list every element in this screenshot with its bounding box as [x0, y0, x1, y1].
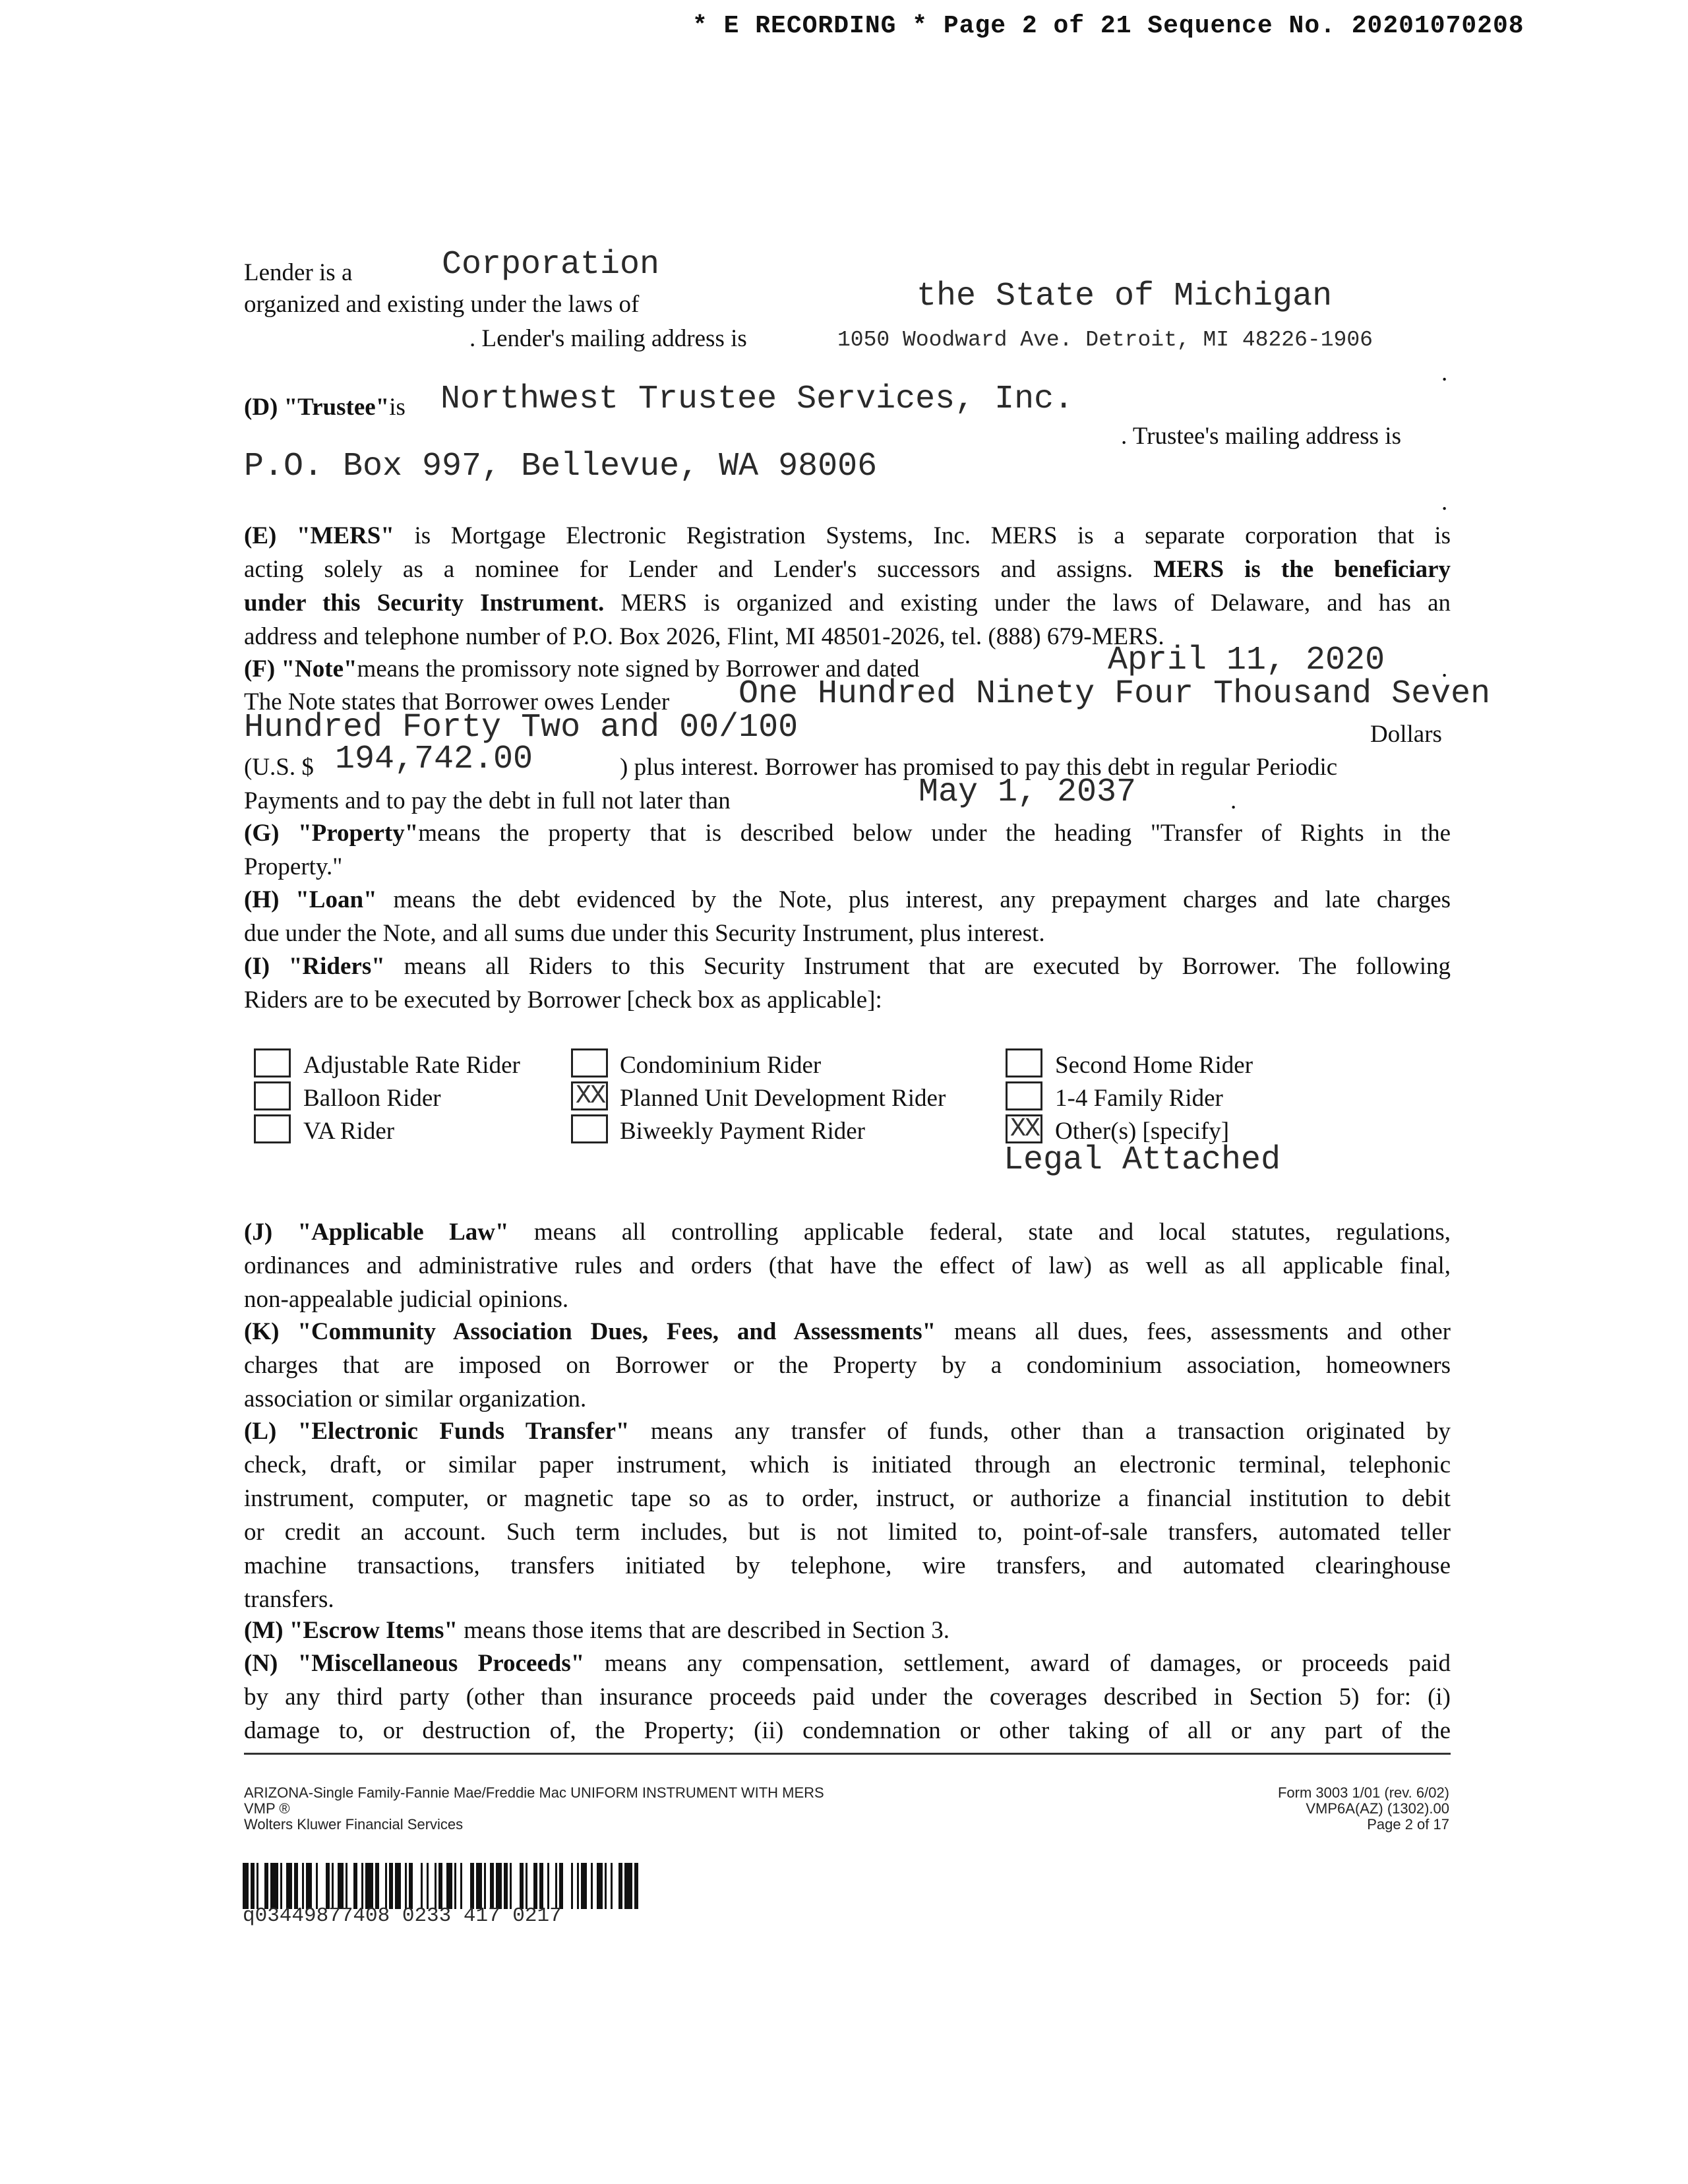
eft-line-6: transfers. [244, 1586, 334, 1613]
barcode-bar [496, 1863, 502, 1909]
mers-line-2a: acting solely as a nominee for Lender and Lender's successors and assigns. [244, 556, 1133, 583]
community-code: (K) [244, 1318, 280, 1345]
checkbox-second-home-rider[interactable] [1006, 1048, 1042, 1077]
barcode-bar [476, 1863, 482, 1909]
barcode-bar [563, 1863, 571, 1909]
barcode-text: q03449877408 0233 417 0217 [243, 1904, 562, 1927]
note-end-period: . [1441, 655, 1448, 682]
mers-line-1: is Mortgage Electronic Registration Systems, Inc. MERS is a separate corporation that is [414, 522, 1451, 549]
barcode-bar [581, 1863, 587, 1909]
barcode-bar [270, 1863, 278, 1909]
loan-line-1: means the debt evidenced by the Note, plus interest, any prepayment charges and late charges [393, 886, 1451, 913]
eft-line-4: or credit an account. Such term includes, but is not limited to, point-of-sale transfers, automated teller [244, 1519, 1451, 1546]
footer-vmp-code: VMP6A(AZ) (1302).00 [1306, 1800, 1449, 1817]
label-other-rider: Other(s) [specify] [1055, 1118, 1230, 1145]
trustee-address-value: P.O. Box 997, Bellevue, WA 98006 [244, 448, 878, 485]
footer-form-number: Form 3003 1/01 (rev. 6/02) [1277, 1784, 1449, 1801]
community-term: "Community Association Dues, Fees, and Assessments" [297, 1318, 936, 1345]
barcode-bar [624, 1863, 632, 1909]
lender-mailing-label: . Lender's mailing address is [469, 325, 747, 352]
label-biweekly-payment-rider: Biweekly Payment Rider [620, 1118, 865, 1145]
barcode-bar [597, 1863, 603, 1909]
riders-code: (I) [244, 953, 270, 980]
note-code: (F) [244, 655, 276, 682]
misc-line-1: means any compensation, settlement, award of damages, or proceeds paid [604, 1650, 1451, 1677]
applicable-law-line-1: means all controlling applicable federal, state and local statutes, regulations, [533, 1219, 1451, 1246]
misc-line-3: damage to, or destruction of, the Property; (ii) condemnation or other taking of all or any part of the [244, 1717, 1451, 1744]
property-line-2: Property." [244, 853, 343, 880]
note-line-2: The Note states that Borrower owes Lender [244, 688, 670, 715]
lender-state-value: the State of Michigan [917, 278, 1333, 315]
barcode-bar [528, 1863, 533, 1909]
note-amount-words-2: Hundred Forty Two and 00/100 [244, 709, 799, 746]
recording-header: * E RECORDING * Page 2 of 21 Sequence No. 20201070208 [692, 12, 1524, 40]
loan-term: "Loan" [295, 886, 377, 913]
note-term: "Note" [281, 655, 357, 682]
mers-code: (E) [244, 522, 277, 549]
note-line-3: ) plus interest. Borrower has promised to pay this debt in regular Periodic [620, 754, 1338, 781]
barcode-bar [462, 1863, 470, 1909]
trustee-code: (D) [244, 394, 278, 421]
eft-line-1: means any transfer of funds, other than a transaction originated by [650, 1418, 1451, 1445]
escrow-line-1: means those items that are described in Section 3. [464, 1617, 950, 1644]
property-definition [244, 816, 1451, 884]
note-dollars-label: Dollars [1370, 721, 1442, 748]
community-line-1: means all dues, fees, assessments and other [954, 1318, 1451, 1345]
loan-code: (H) [244, 886, 280, 913]
barcode-bar [338, 1863, 344, 1909]
property-term: "Property" [298, 820, 419, 847]
trustee-end-period: . [1441, 489, 1448, 516]
footer-divider [244, 1753, 1451, 1755]
barcode-bar [379, 1863, 385, 1909]
applicable-law-code: (J) [244, 1219, 273, 1246]
label-balloon-rider: Balloon Rider [303, 1085, 441, 1112]
checkbox-condominium-rider[interactable] [571, 1048, 608, 1077]
barcode-bar [318, 1863, 326, 1909]
label-adjustable-rate-rider: Adjustable Rate Rider [303, 1052, 520, 1079]
eft-line-2: check, draft, or similar paper instrument, which is initiated through an electronic terminal, telephonic [244, 1451, 1451, 1478]
trustee-mailing-label: . Trustee's mailing address is [1121, 423, 1401, 450]
community-line-2: charges that are imposed on Borrower or the Property by a condominium association, homeowners [244, 1352, 1451, 1379]
misc-code: (N) [244, 1650, 278, 1677]
trustee-definition [244, 390, 406, 424]
note-end-period-2: . [1230, 787, 1237, 814]
misc-proceeds-definition [244, 1647, 1451, 1747]
lender-is-a-label: Lender is a [244, 259, 353, 286]
applicable-law-line-3: non-appealable judicial opinions. [244, 1286, 569, 1313]
barcode-bar [365, 1863, 373, 1909]
mers-line-3b: MERS is organized and existing under the laws of Delaware, and has an [620, 590, 1451, 617]
checkbox-pud-rider[interactable]: XX [571, 1081, 608, 1110]
lender-type-value: Corporation [442, 246, 660, 284]
applicable-law-term: "Applicable Law" [297, 1219, 509, 1246]
barcode-bar [429, 1863, 435, 1909]
escrow-items-definition [244, 1614, 1451, 1647]
note-line-1: means the promissory note signed by Borrower and dated [357, 655, 920, 682]
note-date-value: April 11, 2020 [1108, 642, 1385, 679]
barcode-bar [413, 1863, 421, 1909]
eft-term: "Electronic Funds Transfer" [297, 1418, 630, 1445]
label-second-home-rider: Second Home Rider [1055, 1052, 1253, 1079]
note-maturity-value: May 1, 2037 [919, 774, 1137, 811]
footer-form-title: ARIZONA-Single Family-Fannie Mae/Freddie Mac UNIFORM INSTRUMENT WITH MERS [244, 1784, 824, 1801]
escrow-term: "Escrow Items" [289, 1617, 458, 1644]
footer-publisher: Wolters Kluwer Financial Services [244, 1816, 464, 1833]
trustee-name-value: Northwest Trustee Services, Inc. [440, 380, 1074, 418]
note-line-4: Payments and to pay the debt in full not later than [244, 787, 731, 814]
loan-line-2: due under the Note, and all sums due under this Security Instrument, plus interest. [244, 920, 1045, 947]
footer-page-number: Page 2 of 17 [1367, 1816, 1449, 1833]
note-us-label: (U.S. $ [244, 754, 314, 781]
trustee-is: is [389, 394, 406, 421]
checkbox-adjustable-rate-rider[interactable] [254, 1048, 291, 1077]
mers-line-2b: MERS is the beneficiary [1153, 556, 1451, 583]
eft-line-5: machine transactions, transfers initiated by telephone, wire transfers, and automated clearinghouse [244, 1552, 1451, 1579]
barcode-bar [638, 1863, 640, 1909]
checkbox-va-rider[interactable] [254, 1114, 291, 1143]
barcode-bar [286, 1863, 292, 1909]
mers-line-3a: under this Security Instrument. [244, 590, 605, 617]
property-code: (G) [244, 820, 280, 847]
riders-line-2: Riders are to be executed by Borrower [check box as applicable]: [244, 986, 882, 1014]
mers-definition [244, 519, 1451, 653]
checkbox-biweekly-payment-rider[interactable] [571, 1114, 608, 1143]
barcode-bar [347, 1863, 353, 1909]
mers-term: "MERS" [296, 522, 394, 549]
lender-end-period: . [1441, 359, 1448, 386]
trustee-term: "Trustee" [284, 394, 390, 421]
label-pud-rider: Planned Unit Development Rider [620, 1085, 946, 1112]
other-rider-specify-value: Legal Attached [1004, 1141, 1281, 1179]
note-amount-words-1: One Hundred Ninety Four Thousand Seven [738, 675, 1491, 713]
applicable-law-definition [244, 1215, 1451, 1316]
barcode-bar [512, 1863, 520, 1909]
barcode-bar [446, 1863, 452, 1909]
riders-line-1: means all Riders to this Security Instrument that are executed by Borrower. The following [404, 953, 1451, 980]
barcode [243, 1863, 715, 1909]
barcode-bar [613, 1863, 618, 1909]
community-line-3: association or similar organization. [244, 1385, 587, 1412]
eft-line-3: instrument, computer, or magnetic tape so as to order, instruct, or authorize a financial institution to debit [244, 1485, 1451, 1512]
misc-term: "Miscellaneous Proceeds" [297, 1650, 585, 1677]
barcode-bar [549, 1863, 555, 1909]
eft-definition [244, 1414, 1451, 1616]
misc-line-2: by any third party (other than insurance proceeds paid under the coverages described in Section 5) for: (i) [244, 1684, 1451, 1711]
barcode-bar [395, 1863, 401, 1909]
community-association-definition [244, 1315, 1451, 1416]
label-va-rider: VA Rider [303, 1118, 395, 1145]
mers-line-4: address and telephone number of P.O. Box 2026, Flint, MI 48501-2026, tel. (888) 679-MERS. [244, 623, 1164, 650]
lender-organized-label: organized and existing under the laws of [244, 291, 640, 318]
applicable-law-line-2: ordinances and administrative rules and orders (that have the effect of law) as well as all applicable final, [244, 1252, 1451, 1279]
riders-term: "Riders" [288, 953, 385, 980]
note-amount-value: 194,742.00 [335, 741, 533, 778]
eft-code: (L) [244, 1418, 277, 1445]
property-line-1: means the property that is described below under the heading "Transfer of Rights in the [418, 820, 1451, 847]
label-1-4-family-rider: 1-4 Family Rider [1055, 1085, 1223, 1112]
escrow-code: (M) [244, 1617, 284, 1644]
checkbox-1-4-family-rider[interactable] [1006, 1081, 1042, 1110]
label-condominium-rider: Condominium Rider [620, 1052, 822, 1079]
lender-address-value: 1050 Woodward Ave. Detroit, MI 48226-1906 [837, 328, 1373, 352]
checkbox-balloon-rider[interactable] [254, 1081, 291, 1110]
barcode-bar [306, 1863, 312, 1909]
checkbox-other-rider[interactable]: XX [1006, 1114, 1042, 1143]
footer-vmp: VMP ® [244, 1800, 290, 1817]
barcode-bar [243, 1863, 249, 1909]
loan-definition [244, 883, 1451, 950]
riders-definition [244, 950, 1451, 1017]
barcode-bar [258, 1863, 264, 1909]
